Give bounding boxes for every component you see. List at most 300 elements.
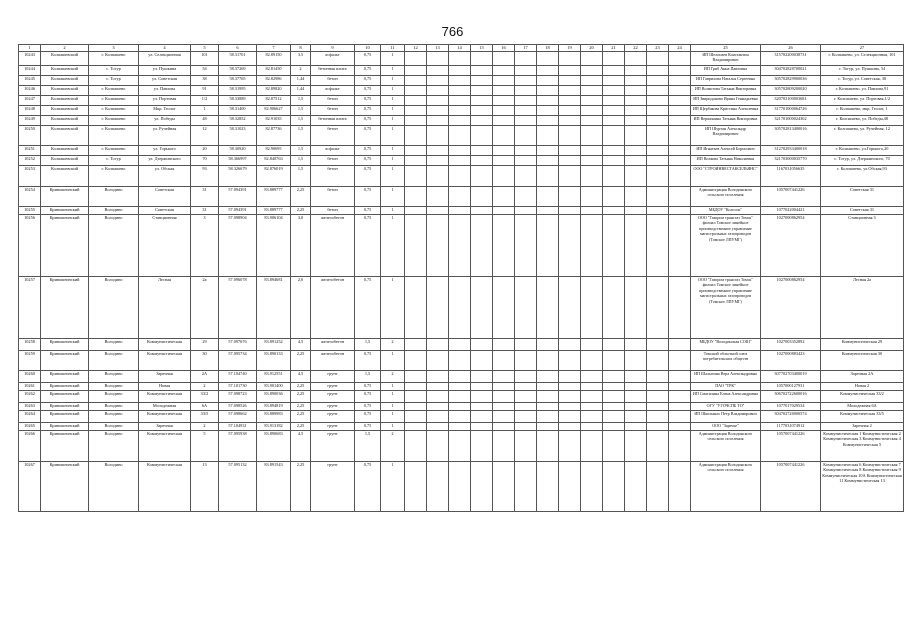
- empty-cell: [515, 126, 537, 146]
- column-number: 8: [291, 45, 311, 52]
- table-row: [19, 403, 904, 411]
- empty-cell: [647, 215, 669, 277]
- table-cell: ИП Гриб Анна Павловна: [691, 66, 761, 76]
- table-cell: [405, 76, 427, 86]
- table-cell: 304702828700021: [761, 66, 821, 76]
- table-cell: Коммунистическая: [139, 431, 191, 462]
- empty-cell: [493, 76, 515, 86]
- column-number: 9: [311, 45, 355, 52]
- table-cell: грунт: [311, 462, 355, 512]
- empty-cell: [647, 126, 669, 146]
- empty-cell: [427, 187, 449, 207]
- table-cell: 3,0: [291, 215, 311, 277]
- table-cell: г. Колпашево, ул. Павлова,91: [821, 86, 904, 96]
- table-cell: ул. Победы: [139, 116, 191, 126]
- empty-cell: [647, 207, 669, 215]
- empty-cell: [603, 371, 625, 383]
- table-cell: 10264: [19, 411, 41, 423]
- table-cell: 57.097676: [219, 339, 257, 351]
- column-number: 16: [493, 45, 515, 52]
- empty-cell: [625, 431, 647, 462]
- empty-cell: [449, 462, 471, 512]
- empty-cell: [669, 339, 691, 351]
- table-cell: Советская: [139, 187, 191, 207]
- table-cell: Кривошеинский: [41, 187, 89, 207]
- table-cell: Володино: [89, 411, 139, 423]
- table-cell: Коммунистическая 33/5: [821, 411, 904, 423]
- empty-cell: [449, 187, 471, 207]
- column-number: 23: [647, 45, 669, 52]
- table-cell: Лесная: [139, 277, 191, 339]
- empty-cell: [625, 351, 647, 371]
- table-cell: 10260: [19, 371, 41, 383]
- table-cell: 48: [191, 116, 219, 126]
- empty-cell: [581, 86, 603, 96]
- empty-cell: [515, 215, 537, 277]
- table-cell: Заречная 2А: [821, 371, 904, 383]
- empty-cell: [471, 431, 493, 462]
- table-cell: ул. Ручейная: [139, 126, 191, 146]
- column-number: 24: [669, 45, 691, 52]
- empty-cell: [603, 52, 625, 66]
- table-cell: Колпашевский: [41, 66, 89, 76]
- empty-cell: [537, 166, 559, 187]
- table-cell: 57.098662: [219, 411, 257, 423]
- table-cell: 2,25: [291, 207, 311, 215]
- table-cell: Коммунистическая: [139, 411, 191, 423]
- table-cell: 1: [381, 66, 405, 76]
- empty-cell: [515, 66, 537, 76]
- empty-cell: [603, 391, 625, 403]
- table-cell: 58.31400: [219, 106, 257, 116]
- empty-cell: [559, 391, 581, 403]
- table-cell: Коммунистическая: [139, 339, 191, 351]
- table-cell: г. Колпашево: [89, 106, 139, 116]
- table-cell: [405, 371, 427, 383]
- table-cell: 0,75: [355, 383, 381, 391]
- empty-cell: [603, 106, 625, 116]
- empty-cell: [471, 52, 493, 66]
- table-cell: ИП Игнатьев Алексей Борисович: [691, 146, 761, 156]
- table-row: [19, 86, 904, 96]
- column-number: 15: [471, 45, 493, 52]
- table-cell: Кривошеинский: [41, 371, 89, 383]
- table-cell: 58.31023: [219, 126, 257, 146]
- table-cell: Кривошеинский: [41, 383, 89, 391]
- table-cell: 58.33889: [219, 96, 257, 106]
- empty-cell: [669, 411, 691, 423]
- table-cell: 6А: [191, 403, 219, 411]
- empty-cell: [537, 96, 559, 106]
- table-cell: 4,5: [291, 431, 311, 462]
- empty-cell: [581, 76, 603, 86]
- table-cell: 0,75: [355, 66, 381, 76]
- table-cell: 10252: [19, 156, 41, 166]
- empty-cell: [537, 403, 559, 411]
- table-cell: 57.098904: [219, 215, 257, 277]
- empty-cell: [559, 187, 581, 207]
- empty-cell: [537, 215, 559, 277]
- table-cell: Володино: [89, 383, 139, 391]
- table-cell: 1: [381, 166, 405, 187]
- table-cell: 54: [191, 66, 219, 76]
- table-cell: грунт: [311, 423, 355, 431]
- empty-cell: [537, 86, 559, 96]
- empty-cell: [449, 383, 471, 391]
- table-cell: 38: [191, 76, 219, 86]
- table-cell: 0,75: [355, 166, 381, 187]
- empty-cell: [449, 66, 471, 76]
- table-cell: Колпашевский: [41, 76, 89, 86]
- empty-cell: [449, 76, 471, 86]
- table-cell: 0,75: [355, 146, 381, 156]
- empty-cell: [625, 462, 647, 512]
- table-cell: 82.81450: [257, 66, 291, 76]
- empty-cell: [471, 106, 493, 116]
- empty-cell: [669, 126, 691, 146]
- table-cell: ул. Портовая: [139, 96, 191, 106]
- table-cell: 1,5: [355, 371, 381, 383]
- table-cell: Станционная: [139, 215, 191, 277]
- column-number: 2: [41, 45, 89, 52]
- empty-cell: [669, 96, 691, 106]
- empty-cell: [427, 215, 449, 277]
- empty-cell: [537, 462, 559, 512]
- empty-cell: [515, 423, 537, 431]
- empty-cell: [471, 403, 493, 411]
- table-cell: 57.101730: [219, 383, 257, 391]
- table-cell: 321701000024302: [761, 116, 821, 126]
- table-cell: с. Тогур, ул. Дзержинского, 70: [821, 156, 904, 166]
- table-cell: 31: [191, 187, 219, 207]
- table-cell: 83.913182: [257, 423, 291, 431]
- empty-cell: [647, 187, 669, 207]
- table-cell: 0,75: [355, 391, 381, 403]
- table-cell: 2: [191, 423, 219, 431]
- empty-cell: [537, 66, 559, 76]
- table-cell: 1177031074912: [761, 423, 821, 431]
- table-cell: Кривошеинский: [41, 403, 89, 411]
- empty-cell: [427, 462, 449, 512]
- empty-cell: [669, 106, 691, 116]
- column-number: 10: [355, 45, 381, 52]
- empty-cell: [669, 215, 691, 277]
- empty-cell: [515, 411, 537, 423]
- empty-cell: [647, 66, 669, 76]
- table-cell: с. Тогур: [89, 66, 139, 76]
- table-cell: 2: [291, 66, 311, 76]
- empty-cell: [493, 116, 515, 126]
- table-cell: с. Тогур, ул. Пушкина, 54: [821, 66, 904, 76]
- empty-cell: [669, 462, 691, 512]
- empty-cell: [625, 126, 647, 146]
- table-row: [19, 339, 904, 351]
- table-row: [19, 66, 904, 76]
- table-cell: 317701000064726: [761, 106, 821, 116]
- table-cell: Администрация Володинского сельского поселения: [691, 187, 761, 207]
- table-cell: 1,5: [291, 106, 311, 116]
- table-cell: ООО "Газпром трансгаз Томск" филиал Томское линейное производственное управление магистральных газопроводов (Томское ЛПУМГ): [691, 277, 761, 339]
- table-cell: [405, 156, 427, 166]
- table-cell: 1: [381, 391, 405, 403]
- table-cell: 306702722600016: [761, 391, 821, 403]
- table-cell: Володино: [89, 187, 139, 207]
- empty-cell: [471, 277, 493, 339]
- column-number: 1: [19, 45, 41, 52]
- empty-cell: [625, 76, 647, 86]
- empty-cell: [625, 411, 647, 423]
- table-cell: 305702809200020: [761, 86, 821, 96]
- empty-cell: [669, 156, 691, 166]
- table-cell: [405, 66, 427, 76]
- empty-cell: [515, 76, 537, 86]
- table-cell: 1: [381, 86, 405, 96]
- table-cell: асфальт: [311, 86, 355, 96]
- empty-cell: [537, 351, 559, 371]
- column-number: 20: [581, 45, 603, 52]
- table-cell: Заречная: [139, 423, 191, 431]
- table-cell: 2,0: [291, 277, 311, 339]
- empty-cell: [647, 462, 669, 512]
- table-cell: [405, 166, 427, 187]
- empty-cell: [493, 52, 515, 66]
- table-cell: 83.906104: [257, 215, 291, 277]
- empty-cell: [427, 126, 449, 146]
- table-cell: 0,75: [355, 411, 381, 423]
- empty-cell: [493, 339, 515, 351]
- empty-cell: [625, 86, 647, 96]
- table-cell: 1057000127931: [761, 383, 821, 391]
- table-cell: 1057007441226: [761, 462, 821, 512]
- empty-cell: [581, 66, 603, 76]
- table-cell: Кривошеинский: [41, 462, 89, 512]
- table-cell: Станционная 3: [821, 215, 904, 277]
- table-cell: 10265: [19, 423, 41, 431]
- empty-cell: [493, 411, 515, 423]
- column-number: 21: [603, 45, 625, 52]
- table-cell: 83.890036: [257, 391, 291, 403]
- table-cell: Заречная 2: [821, 423, 904, 431]
- table-row: [19, 371, 904, 383]
- table-cell: 33/5: [191, 411, 219, 423]
- table-cell: Колпашевский: [41, 126, 89, 146]
- empty-cell: [427, 431, 449, 462]
- table-cell: г. Колпашево, ул. Победы,48: [821, 116, 904, 126]
- table-cell: 10245: [19, 76, 41, 86]
- empty-cell: [625, 403, 647, 411]
- table-cell: Колпашевский: [41, 146, 89, 156]
- table-cell: ул. Горького: [139, 146, 191, 156]
- table-cell: 82.82986: [257, 76, 291, 86]
- table-cell: Советская 31: [821, 207, 904, 215]
- table-cell: 20: [191, 146, 219, 156]
- table-cell: Колпашевский: [41, 116, 89, 126]
- table-row: [19, 215, 904, 277]
- empty-cell: [537, 383, 559, 391]
- table-cell: Коммунистическая: [139, 462, 191, 512]
- empty-cell: [669, 166, 691, 187]
- empty-cell: [603, 187, 625, 207]
- table-row: [19, 116, 904, 126]
- table-cell: Коммунистическая 30: [821, 351, 904, 371]
- table-cell: [405, 423, 427, 431]
- empty-cell: [471, 96, 493, 106]
- empty-cell: [493, 403, 515, 411]
- table-cell: 10249: [19, 116, 41, 126]
- empty-cell: [471, 339, 493, 351]
- table-cell: 83.889777: [257, 207, 291, 215]
- empty-cell: [647, 52, 669, 66]
- table-cell: 82.89150: [257, 52, 291, 66]
- column-number: 19: [559, 45, 581, 52]
- empty-cell: [515, 52, 537, 66]
- table-cell: 10250: [19, 126, 41, 146]
- column-number: 11: [381, 45, 405, 52]
- table-cell: ИП Шалыгина Вера Александровна: [691, 371, 761, 383]
- table-cell: 1,5: [291, 166, 311, 187]
- empty-cell: [669, 391, 691, 403]
- table-cell: 57.096078: [219, 277, 257, 339]
- table-cell: [405, 52, 427, 66]
- column-number: 26: [761, 45, 821, 52]
- table-cell: Коммунистическая 29: [821, 339, 904, 351]
- empty-cell: [625, 371, 647, 383]
- table-cell: 58.32852: [219, 116, 257, 126]
- empty-cell: [449, 166, 471, 187]
- table-cell: 57.094391: [219, 207, 257, 215]
- empty-cell: [427, 146, 449, 156]
- empty-cell: [603, 126, 625, 146]
- empty-cell: [603, 423, 625, 431]
- table-cell: Лесная 2а: [821, 277, 904, 339]
- empty-cell: [515, 462, 537, 512]
- table-cell: 10263: [19, 403, 41, 411]
- empty-cell: [515, 207, 537, 215]
- table-cell: Новая 2: [821, 383, 904, 391]
- empty-cell: [625, 207, 647, 215]
- page-number: 766: [441, 24, 464, 39]
- empty-cell: [625, 277, 647, 339]
- table-cell: грунт: [311, 371, 355, 383]
- table-cell: ИП Волкотова Татьяна Викторовна: [691, 86, 761, 96]
- table-cell: Советская: [139, 207, 191, 215]
- table-cell: 10254: [19, 187, 41, 207]
- table-row: [19, 391, 904, 403]
- empty-cell: [559, 411, 581, 423]
- empty-cell: [581, 166, 603, 187]
- empty-cell: [449, 156, 471, 166]
- empty-cell: [603, 76, 625, 86]
- empty-cell: [603, 403, 625, 411]
- empty-cell: [427, 391, 449, 403]
- empty-cell: [559, 106, 581, 116]
- empty-cell: [647, 96, 669, 106]
- table-cell: г. Колпашево, ул.Обская,93: [821, 166, 904, 187]
- empty-cell: [471, 126, 493, 146]
- empty-cell: [559, 166, 581, 187]
- table-cell: 1: [191, 106, 219, 116]
- table-cell: 2,25: [291, 383, 311, 391]
- table-cell: ул. Дзержинского: [139, 156, 191, 166]
- empty-cell: [669, 86, 691, 96]
- table-cell: 57.104931: [219, 423, 257, 431]
- table-cell: ИП Школьных Петр Владимирович: [691, 411, 761, 423]
- table-cell: 312702933400018: [761, 146, 821, 156]
- empty-cell: [471, 166, 493, 187]
- empty-cell: [559, 215, 581, 277]
- table-cell: 10244: [19, 66, 41, 76]
- table-cell: 10248: [19, 106, 41, 116]
- empty-cell: [515, 391, 537, 403]
- empty-cell: [603, 207, 625, 215]
- table-cell: 0,75: [355, 96, 381, 106]
- empty-cell: [427, 351, 449, 371]
- empty-cell: [647, 106, 669, 116]
- empty-cell: [625, 116, 647, 126]
- table-cell: Коммунистическая: [139, 351, 191, 371]
- empty-cell: [493, 187, 515, 207]
- empty-cell: [581, 431, 603, 462]
- table-cell: 83.912551: [257, 371, 291, 383]
- empty-cell: [559, 403, 581, 411]
- table-cell: 2,25: [291, 423, 311, 431]
- empty-cell: [625, 166, 647, 187]
- empty-cell: [647, 371, 669, 383]
- empty-cell: [537, 156, 559, 166]
- table-cell: Коммунистическая: [139, 391, 191, 403]
- empty-cell: [559, 462, 581, 512]
- empty-cell: [647, 146, 669, 156]
- empty-cell: [493, 126, 515, 146]
- table-cell: грунт: [311, 411, 355, 423]
- table-cell: МБДОУ "Колосок": [691, 207, 761, 215]
- table-cell: Новая: [139, 383, 191, 391]
- table-cell: Колпашевский: [41, 166, 89, 187]
- empty-cell: [559, 431, 581, 462]
- table-cell: Администрация Володинского сельского поселения: [691, 462, 761, 512]
- table-cell: 1: [381, 215, 405, 277]
- empty-cell: [515, 86, 537, 96]
- empty-cell: [449, 116, 471, 126]
- table-cell: 0,75: [355, 52, 381, 66]
- table-cell: г. Колпашево: [89, 52, 139, 66]
- empty-cell: [515, 431, 537, 462]
- empty-cell: [537, 52, 559, 66]
- empty-cell: [427, 96, 449, 106]
- empty-cell: [493, 351, 515, 371]
- empty-cell: [581, 215, 603, 277]
- table-cell: 321703000035770: [761, 156, 821, 166]
- empty-cell: [449, 52, 471, 66]
- empty-cell: [581, 116, 603, 126]
- table-cell: 10251: [19, 146, 41, 156]
- empty-cell: [603, 431, 625, 462]
- table-cell: 2а: [191, 277, 219, 339]
- empty-cell: [427, 411, 449, 423]
- empty-cell: [581, 403, 603, 411]
- empty-cell: [537, 371, 559, 383]
- table-cell: железобетон: [311, 339, 355, 351]
- table-cell: 0,75: [355, 187, 381, 207]
- table-cell: 2: [381, 339, 405, 351]
- table-cell: ПАО "ТРК": [691, 383, 761, 391]
- empty-cell: [625, 106, 647, 116]
- table-cell: 1: [381, 106, 405, 116]
- table-cell: 320703100003681: [761, 96, 821, 106]
- empty-cell: [559, 351, 581, 371]
- table-cell: 83.891543: [257, 462, 291, 512]
- empty-cell: [493, 383, 515, 391]
